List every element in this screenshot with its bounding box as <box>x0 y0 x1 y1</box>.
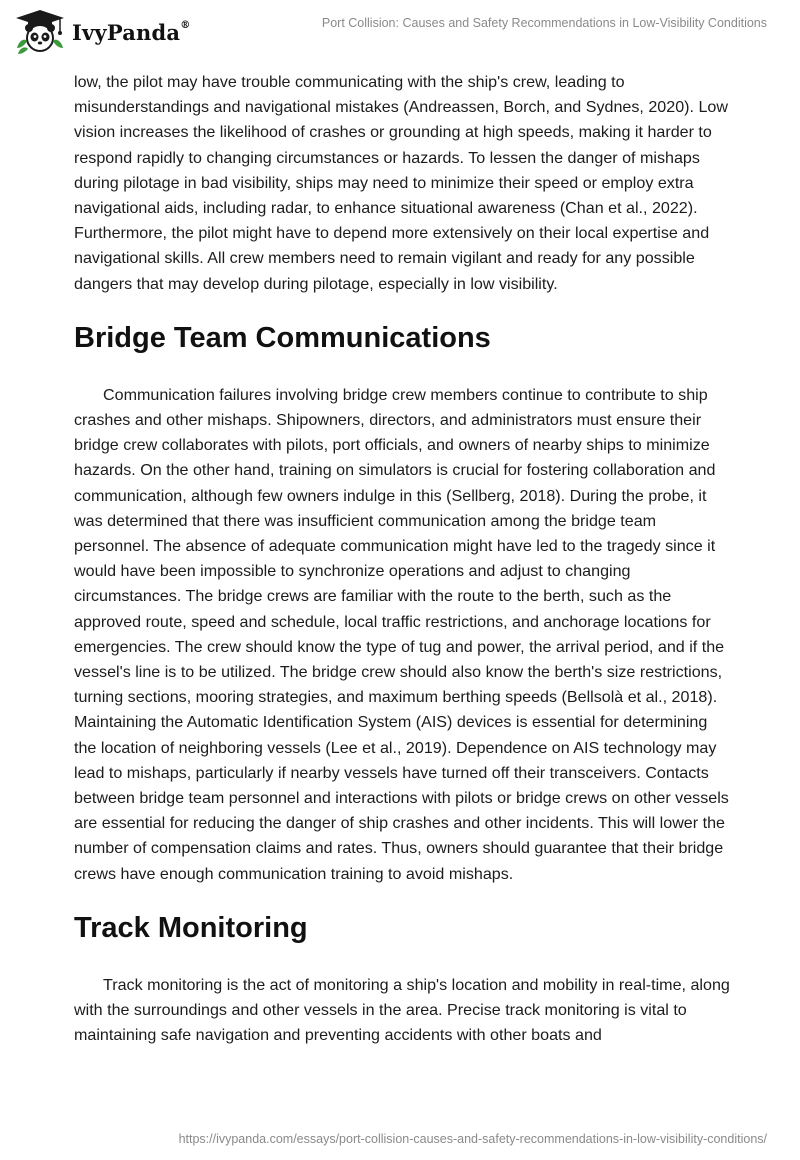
logo-text: IvyPanda® <box>72 19 191 45</box>
article-body <box>74 70 734 1049</box>
bridge-team-paragraph: Communication failures involving bridge crew members continue to contribute to ship crashes and other mishaps. Shipowners, directors, and administrators must ensure their bridge crew collaborates with pilots, port officials, and owners of nearby ships to minimize hazards. On the other hand, training on simulators is crucial for fostering collaboration and communication, although few owners indulge in this (Sellberg, 2018). During the probe, it was determined that there was insufficient communication among the bridge team personnel. The absence of adequate communication might have led to the tragedy since it would have been impossible to synchronize operations and adjust to changing circumstances. The bridge crews are familiar with the route to the berth, such as the approved route, speed and schedule, local traffic restrictions, and anchorage locations for emergencies. The crew should know the type of tug and power, the arrival period, and if the vessel's line is to be utilized. The bridge crew should also know the berth's size restrictions, turning sections, mooring strategies, and maximum berthing speeds (Bellsolà et al., 2018). Maintaining the Automatic Identification System (AIS) devices is essential for determining the location of neighboring vessels (Lee et al., 2019). Dependence on AIS technology may lead to mishaps, particularly if nearby vessels have turned off their transceivers. Contacts between bridge team personnel and interactions with pilots or bridge crews on other vessels are essential for reducing the danger of ship crashes and other incidents. This will lower the number of compensation claims and rates. Thus, owners should guarantee that their bridge crews have enough communication training to avoid mishaps. <box>74 385 729 883</box>
track-monitoring-paragraph: Track monitoring is the act of monitoring a ship's location and mobility in real-time, along with the surroundings and other vessels in the area. Precise track monitoring is vital to maintaining safe navigation and preventing accidents with other boats and <box>74 975 730 1045</box>
footer-source-url[interactable]: https://ivypanda.com/essays/port-collision-causes-and-safety-recommendations-in-low-visibility-conditions/ <box>178 1132 767 1146</box>
section-heading-bridge-team-communications: Bridge Team Communications <box>74 321 491 354</box>
panda-graduate-icon <box>14 8 66 54</box>
page-header <box>0 0 800 62</box>
ivypanda-logo[interactable] <box>14 8 190 54</box>
document-title: Port Collision: Causes and Safety Recommendations in Low-Visibility Conditions <box>321 16 767 30</box>
section-heading-track-monitoring: Track Monitoring <box>74 911 308 944</box>
intro-paragraph: low, the pilot may have trouble communicating with the ship's crew, leading to misunderstandings and navigational mistakes (Andreassen, Borch, and Sydnes, 2020). Low vision increases the likelihood of crashes or grounding at high speeds, making it harder to respond rapidly to changing circumstances or hazards. To lessen the danger of mishaps during pilotage in bad visibility, ships may need to minimize their speed or employ extra navigational aids, including radar, to enhance situational awareness (Chan et al., 2022). Furthermore, the pilot might have to depend more extensively on their local expertise and navigational skills. All crew members need to remain vigilant and ready for any possible dangers that may develop during pilotage, especially in low visibility. <box>74 73 728 293</box>
